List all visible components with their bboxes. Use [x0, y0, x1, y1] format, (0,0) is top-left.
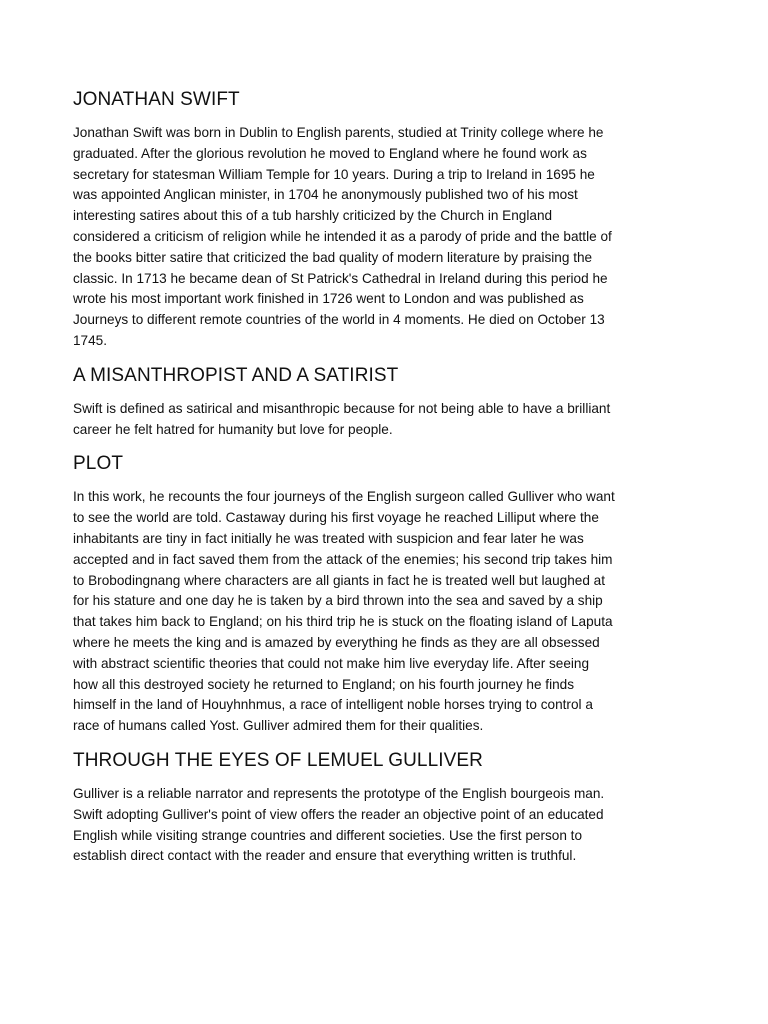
- paragraph-line: graduated. After the glorious revolution he moved to England where he found work as: [73, 145, 587, 161]
- section-heading: A MISANTHROPIST AND A SATIRIST: [73, 364, 399, 386]
- paragraph-line: classic. In 1713 he became dean of St Patrick's Cathedral in Ireland during this period he: [73, 270, 608, 286]
- paragraph-line: inhabitants are tiny in fact initially he was treated with suspicion and fear later he was: [73, 530, 584, 546]
- section-heading: PLOT: [73, 453, 124, 475]
- paragraph-line: himself in the land of Houyhnhmus, a race of intelligent noble horses trying to control a: [73, 697, 593, 713]
- paragraph-line: establish direct contact with the reader and ensure that everything written is truthful.: [73, 848, 577, 864]
- section-paragraph: [73, 487, 699, 737]
- paragraph-line: accepted and in fact saved them from the attack of the enemies; his second trip takes him: [73, 551, 613, 567]
- paragraph-line: considered a criticism of religion while he intended it as a parody of pride and the battle of: [73, 228, 612, 244]
- paragraph-line: interesting satires about this of a tub harshly criticized by the Church in England: [73, 208, 553, 224]
- section-misanthropist: [73, 362, 699, 441]
- paragraph-line: wrote his most important work finished in 1726 went to London and was published as: [73, 291, 584, 307]
- paragraph-line: to see the world are told. Castaway during his first voyage he reached Lilliput where the: [73, 510, 599, 526]
- section-heading: JONATHAN SWIFT: [73, 89, 240, 110]
- section-through-the-eyes: [73, 747, 699, 867]
- paragraph-line: to Brobodingnang where characters are all giants in fact he is treated well but laughed at: [73, 572, 605, 588]
- paragraph-line: for his stature and one day he is taken by a bird thrown into the sea and saved by a ship: [73, 593, 603, 609]
- section-paragraph: [73, 784, 699, 867]
- paragraph-line: that takes him back to England; on his third trip he is stuck on the floating island of Laputa: [73, 614, 613, 630]
- paragraph-line: Jonathan Swift was born in Dublin to English parents, studied at Trinity college where he: [73, 125, 604, 140]
- section-paragraph: [73, 399, 699, 441]
- paragraph-line: with abstract scientific theories that could not make him live everyday life. After seeing: [73, 655, 590, 671]
- paragraph-line: In this work, he recounts the four journeys of the English surgeon called Gulliver who want: [73, 489, 615, 505]
- paragraph-line: race of humans called Yost. Gulliver admired them for their qualities.: [73, 718, 484, 734]
- paragraph-line: English while visiting strange countries and different societies. Use the first person to: [73, 827, 583, 843]
- paragraph-line: Swift adopting Gulliver's point of view offers the reader an objective point of an educated: [73, 806, 604, 822]
- section-plot: [73, 450, 699, 737]
- paragraph-line: the books bitter satire that criticized the bad quality of modern literature by praising the: [73, 249, 593, 265]
- paragraph-line: where he meets the king and is amazed by everything he finds as they are all obsessed: [73, 634, 600, 650]
- paragraph-line: Journeys to different remote countries of the world in 4 moments. He died on October 13: [73, 312, 605, 328]
- paragraph-line: career he felt hatred for humanity but love for people.: [73, 421, 393, 437]
- section-heading: THROUGH THE EYES OF LEMUEL GULLIVER: [73, 749, 483, 771]
- section-jonathan-swift: [73, 86, 699, 352]
- section-paragraph: [73, 123, 699, 352]
- paragraph-line: 1745.: [73, 332, 108, 348]
- paragraph-line: was appointed Anglican minister, in 1704 he anonymously published two of his most: [73, 187, 578, 203]
- document-page: [73, 86, 699, 877]
- paragraph-line: Gulliver is a reliable narrator and represents the prototype of the English bourgeois man.: [73, 785, 605, 801]
- paragraph-line: how all this destroyed society he returned to England; on his fourth journey he finds: [73, 676, 575, 692]
- paragraph-line: secretary for statesman William Temple for 10 years. During a trip to Ireland in 1695 he: [73, 166, 595, 182]
- paragraph-line: Swift is defined as satirical and misanthropic because for not being able to have a brilliant: [73, 400, 611, 416]
